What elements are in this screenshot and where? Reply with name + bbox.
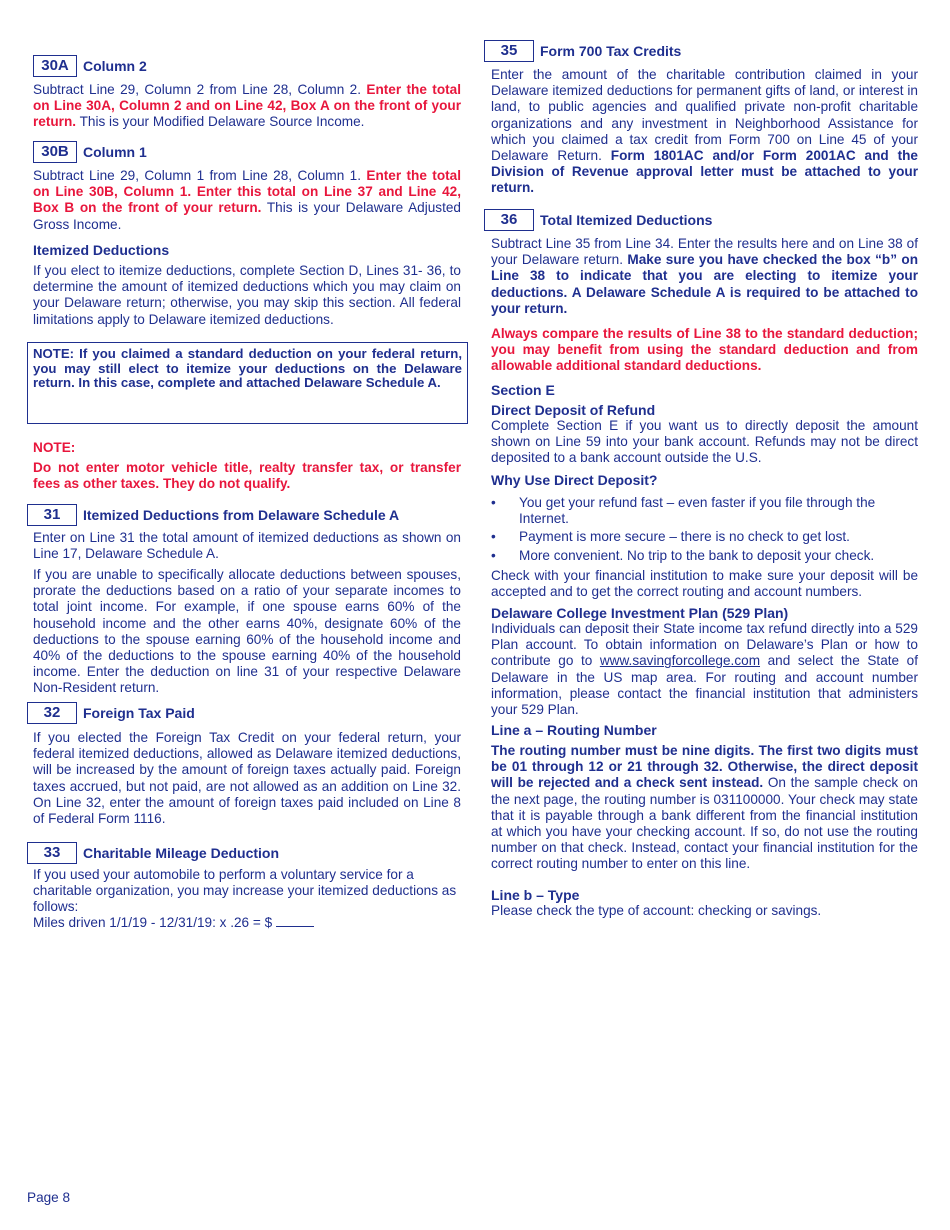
list-item: • More convenient. No trip to the bank to deposit your check.	[491, 547, 875, 563]
line-title: Charitable Mileage Deduction	[83, 844, 280, 861]
line-number-box: 36	[484, 209, 534, 231]
account-type-heading: Line b – Type	[491, 887, 580, 903]
line-30a-text: Subtract Line 29, Column 2 from Line 28, Column 2. Enter the total on Line 30A, Column 2 and on Line 42, Box A on the front of your return. This is your Modified Delaware Source Income.	[33, 82, 462, 130]
line-31-allocation-text: If you are unable to specifically allocate deductions between spouses, prorate the deductions based on a ratio of your separate incomes to total joint income. For example, if one spouse earns 60% of the household income and the other earns 40%, designate 60% of the deductions to the spouse earning 60% of the household income and 40% of the deductions to the spouse earning 40% of the household income. Enter the deduction on line 31 of your respective Delaware Non-Resident return.	[33, 567, 461, 696]
line-number-box: 30B	[33, 141, 77, 163]
line-31-text: Enter on Line 31 the total amount of itemized deductions as shown on Line 17, Delaware Schedule A.	[33, 530, 461, 562]
line-number-box: 32	[27, 702, 77, 724]
check-institution-text: Check with your financial institution to make sure your deposit will be accepted and to get the correct routing and account numbers.	[491, 568, 918, 600]
line-33-header	[27, 841, 279, 865]
line-32-header	[27, 701, 195, 725]
line-number-box: 30A	[33, 55, 77, 77]
line-title: Column 2	[83, 57, 147, 74]
mileage-amount-blank	[276, 914, 314, 927]
account-type-text: Please check the type of account: checking or savings.	[491, 903, 822, 918]
routing-number-text: The routing number must be nine digits. The first two digits must be 01 through 12 or 21 through 32. Otherwise, the direct deposit will be rejected and a check sent instead. On the sample check on the next page, the routing number is 031100000. Your check may state that it is payable through a bank different from the financial institution at which you have your checking account. If so, do not use the routing number on that check. Instead, contact your financial institution for the correct routing number to enter on this line.	[491, 743, 918, 872]
line-30b-header	[33, 140, 147, 164]
bullet-icon: •	[491, 529, 496, 545]
note-box-text: NOTE: If you claimed a standard deduction on your federal return, you may still elect to itemize your deductions on the Delaware return. In this case, complete and attached Delaware Schedule A.	[33, 346, 462, 391]
itemized-deductions-text: If you elect to itemize deductions, complete Section D, Lines 31- 36, to determine the amount of itemized deductions which you may claim on your Delaware return; otherwise, you may skip this section. All federal limitations apply to Delaware itemized deductions.	[33, 263, 461, 327]
line-title: Form 700 Tax Credits	[540, 42, 682, 59]
line-32-text: If you elected the Foreign Tax Credit on your federal return, your federal itemized deductions, allowed as Delaware itemized deductions, will be increased by the amount of foreign taxes actually paid. Foreign taxes accrued, but not paid, are not allowed as an addition on Line 32. On Line 32, enter the amount of foreign taxes paid included on Line 8 of Federal Form 1116.	[33, 730, 461, 827]
direct-deposit-heading: Direct Deposit of Refund	[491, 402, 656, 418]
line-number-box: 31	[27, 504, 77, 526]
line-30b-text: Subtract Line 29, Column 1 from Line 28, Column 1. Enter the total on Line 30B, Column 1. Enter this total on Line 37 and Line 42, Box B on the front of your return. This is your Delaware Adjusted Gross Income.	[33, 168, 462, 232]
line-31-header	[27, 503, 399, 527]
bullet-icon: •	[491, 495, 496, 510]
line-title: Itemized Deductions from Delaware Schedule A	[83, 506, 400, 523]
line-35-header	[484, 39, 681, 63]
note-text: Do not enter motor vehicle title, realty transfer tax, or transfer fees as other taxes. They do not qualify.	[33, 460, 461, 492]
itemized-deductions-heading: Itemized Deductions	[33, 242, 170, 258]
why-direct-deposit-heading: Why Use Direct Deposit?	[491, 472, 658, 488]
line-title: Foreign Tax Paid	[83, 704, 195, 721]
standard-deduction-note-box	[27, 342, 468, 424]
savingforcollege-link[interactable]: www.savingforcollege.com	[599, 653, 761, 669]
college-plan-text: Individuals can deposit their State income tax refund directly into a 529 Plan account. To obtain information on Delaware’s Plan or how to contribute go to www.savingforcollege.com and select the State of Delaware in the US map area. For routing and account number information, please contact the financial institution that administers your 529 Plan.	[491, 621, 918, 718]
benefits-list	[491, 495, 918, 564]
line-title: Column 1	[83, 143, 147, 160]
line-title: Total Itemized Deductions	[540, 211, 713, 228]
line-36-header	[484, 208, 712, 232]
section-e-heading: Section E	[491, 382, 555, 398]
direct-deposit-text: Complete Section E if you want us to directly deposit the amount shown on Line 59 into your bank account. Refunds may not be direct deposited to a bank account outside the U.S.	[491, 418, 918, 466]
note-heading: NOTE:	[33, 440, 76, 455]
line-30a-header	[33, 54, 147, 78]
line-number-box: 35	[484, 40, 534, 62]
line-36-text: Subtract Line 35 from Line 34. Enter the results here and on Line 38 of your Delaware return. Make sure you have checked the box “b” on Line 38 to indicate that you are electing to itemize your deductions. A Delaware Schedule A is required to be attached to your return.	[491, 236, 919, 316]
bullet-icon: •	[491, 547, 496, 563]
line-35-text: Enter the amount of the charitable contribution claimed in your Delaware itemized deductions for permanent gifts of land, or interest in land, to public agencies and qualified private non-profit charitable organizations and any investment in Neighborhood Assistance for which you claimed a tax credit from Form 700 on Line 45 of your Delaware Return. Form 1801AC and/or Form 2001AC and the Division of Revenue approval letter must be attached to your return.	[491, 67, 918, 196]
line-number-box: 33	[27, 842, 77, 864]
line-33-text: If you used your automobile to perform a voluntary service for a charitable organization, you may increase your itemized deductions as follows:	[33, 867, 457, 915]
page-number: Page 8	[27, 1190, 71, 1205]
compare-warning: Always compare the results of Line 38 to the standard deduction; you may benefit from using the standard deduction and from allowable additional standard deductions.	[491, 326, 918, 374]
list-item: • You get your refund fast – even faster if you file through the Internet.	[491, 495, 876, 527]
mileage-formula: Miles driven 1/1/19 - 12/31/19: x .26 = $	[33, 914, 461, 931]
routing-number-heading: Line a – Routing Number	[491, 722, 657, 738]
list-item: • Payment is more secure – there is no check to get lost.	[491, 529, 850, 545]
college-plan-heading: Delaware College Investment Plan (529 Plan)	[491, 605, 789, 621]
